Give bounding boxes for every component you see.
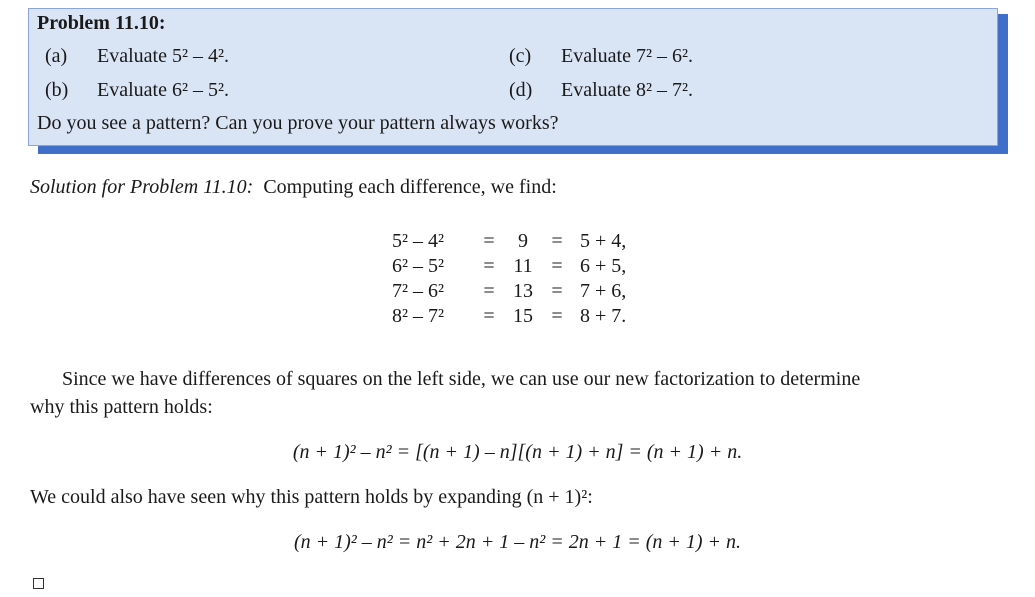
- solution-intro: Computing each difference, we find:: [263, 176, 557, 198]
- row-lhs: 5² – 4²: [392, 230, 444, 252]
- difference-table: [392, 229, 660, 329]
- part-label: (c): [509, 45, 532, 67]
- equals-sign: =: [551, 255, 563, 277]
- part-text: Evaluate 5² – 4².: [97, 45, 229, 67]
- row-lhs: 7² – 6²: [392, 280, 444, 302]
- table-row: [392, 229, 660, 254]
- solution-label: Solution for Problem 11.10:: [30, 176, 254, 198]
- part-text: Evaluate 8² – 7².: [561, 79, 693, 101]
- solution-intro-line: [30, 176, 557, 199]
- problem-question: Do you see a pattern? Can you prove your pattern always works?: [37, 112, 559, 134]
- row-value: 11: [513, 255, 533, 277]
- problem-title: Problem 11.10:: [37, 12, 166, 34]
- part-text: Evaluate 7² – 6².: [561, 45, 693, 67]
- equation-2: (n + 1)² – n² = n² + 2n + 1 – n² = 2n + 1 = (n + 1) + n.: [293, 531, 742, 553]
- row-rhs: 6 + 5,: [580, 255, 627, 277]
- problem-part-b: [45, 79, 229, 102]
- row-rhs: 5 + 4,: [580, 230, 627, 252]
- table-row: [392, 254, 660, 279]
- row-lhs: 6² – 5²: [392, 255, 444, 277]
- table-row: [392, 279, 660, 304]
- row-value: 15: [513, 305, 533, 327]
- problem-part-a: [45, 45, 229, 68]
- paragraph-2: We could also have seen why this pattern holds by expanding (n + 1)²:: [30, 486, 593, 508]
- qed-square-icon: [33, 578, 44, 589]
- part-label: (b): [45, 79, 69, 101]
- problem-part-c: [509, 45, 693, 68]
- table-row: [392, 304, 660, 329]
- equation-1: (n + 1)² – n² = [(n + 1) – n][(n + 1) + n] = (n + 1) + n.: [292, 441, 743, 463]
- part-label: (d): [509, 79, 533, 101]
- equals-sign: =: [483, 255, 495, 277]
- paragraph-1-line-2: why this pattern holds:: [30, 396, 213, 418]
- row-value: 9: [518, 230, 528, 252]
- row-value: 13: [513, 280, 533, 302]
- row-rhs: 8 + 7.: [580, 305, 627, 327]
- equals-sign: =: [483, 305, 495, 327]
- part-label: (a): [45, 45, 68, 67]
- equals-sign: =: [551, 230, 563, 252]
- equals-sign: =: [551, 280, 563, 302]
- problem-box: [28, 8, 998, 146]
- equals-sign: =: [483, 230, 495, 252]
- paragraph-1-line-1: Since we have differences of squares on the left side, we can use our new factorization to determine: [62, 368, 861, 390]
- problem-part-d: [509, 79, 693, 102]
- equals-sign: =: [483, 280, 495, 302]
- part-text: Evaluate 6² – 5².: [97, 79, 229, 101]
- equals-sign: =: [551, 305, 563, 327]
- row-rhs: 7 + 6,: [580, 280, 627, 302]
- row-lhs: 8² – 7²: [392, 305, 444, 327]
